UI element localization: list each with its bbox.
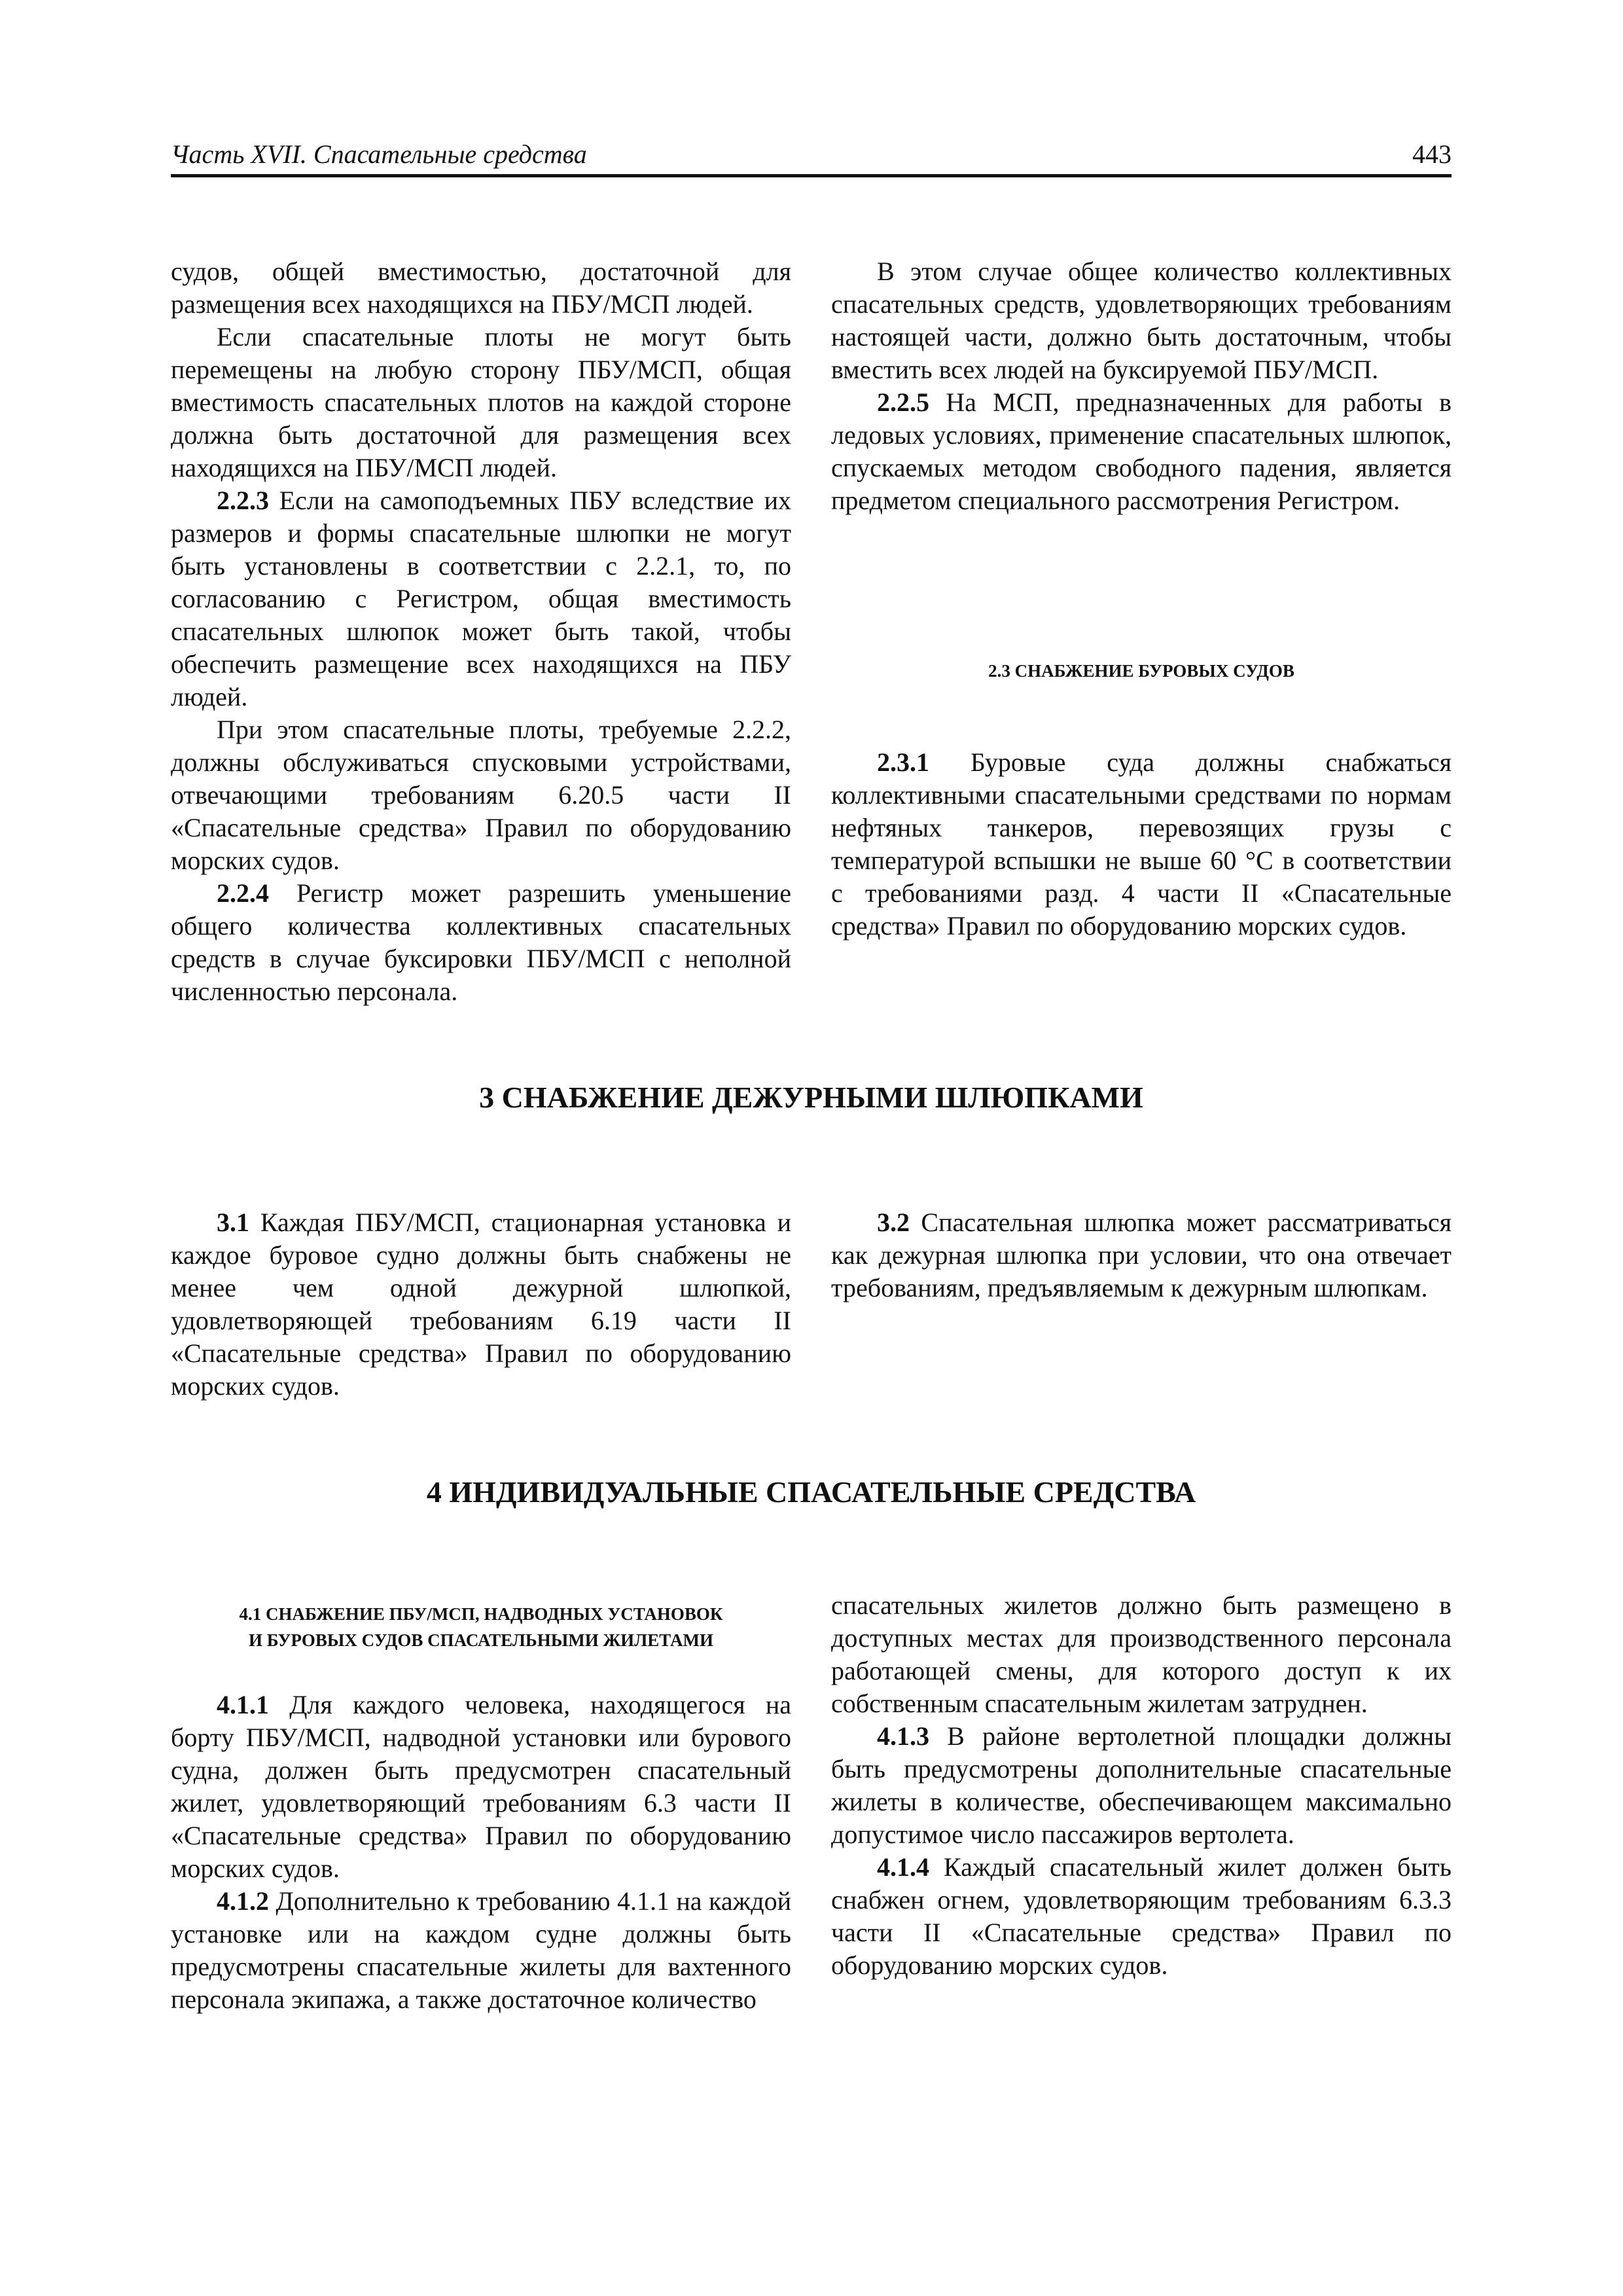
paragraph [831, 1589, 1452, 1720]
text-column [171, 255, 791, 1008]
subsection-heading-line: И БУРОВЫХ СУДОВ СПАСАТЕЛЬНЫМИ ЖИЛЕТАМИ [249, 1630, 713, 1650]
paragraph-text: Буровые суда должны снабжаться коллективными спасательными средствами по нормам нефтяных танкеров, перевозящих грузы с температурой вспышки не выше 60 °С в соответствии с требованиями разд. 4 части II «Спасательные средства» Правил по оборудованию морских судов. [831, 747, 1452, 941]
clause-number: 4.1.1 [217, 1690, 269, 1719]
paragraph-text: Если спасательные плоты не могут быть перемещены на любую сторону ПБУ/МСП, общая вместимость спасательных плотов на каждой стороне должна быть достаточной для размещения всех находящихся на ПБУ/МСП людей. [171, 322, 791, 482]
paragraph-text: Для каждого человека, находящегося на борту ПБУ/МСП, надводной установки или бурового судна, должен быть предусмотрен спасательный жилет, удовлетворяющий требованиям 6.3 части II «Спасательные средства» Правил по оборудованию морских судов. [171, 1690, 791, 1883]
clause-number: 3.1 [217, 1208, 249, 1237]
paragraph-text: Каждый спасательный жилет должен быть снабжен огнем, удовлетворяющим требованиям 6.3.3 части II «Спасательные средства» Правил по оборудованию морских судов. [831, 1852, 1452, 1980]
clause-number: 2.2.5 [877, 387, 929, 417]
page-number: 443 [1412, 139, 1452, 169]
paragraph-text: Дополнительно к требованию 4.1.1 на каждой установке или на каждом судне должны быть предусмотрены спасательные жилеты для вахтенного персонала экипажа, а также достаточное количество [171, 1886, 791, 2014]
paragraph [831, 386, 1452, 517]
text-column [831, 1589, 1452, 1982]
paragraph-text: В этом случае общее количество коллективных спасательных средств, удовлетворяющих требованиям настоящей части, должно быть достаточным, чтобы вместить всех людей на буксируемой ПБУ/МСП. [831, 257, 1452, 384]
paragraph-text: Каждая ПБУ/МСП, стационарная установка и каждое буровое судно должны быть снабжены не менее чем одной дежурной шлюпкой, удовлетворяющей требованиям 6.19 части II «Спасательные средства» Правил по оборудованию морских судов. [171, 1208, 791, 1401]
paragraph [171, 321, 791, 484]
clause-number: 4.1.2 [217, 1886, 269, 1916]
paragraph-text: В районе вертолетной площадки должны быть предусмотрены дополнительные спасательные жилеты в количестве, обеспечивающем максимально допустимое число пассажиров вертолета. [831, 1721, 1452, 1849]
text-column [831, 255, 1452, 517]
text-column [831, 746, 1452, 942]
subsection-heading: 2.3 СНАБЖЕНИЕ БУРОВЫХ СУДОВ [988, 661, 1294, 681]
section-heading: 3 СНАБЖЕНИЕ ДЕЖУРНЫМИ ШЛЮПКАМИ [479, 1081, 1143, 1114]
paragraph [171, 1885, 791, 2016]
paragraph [831, 255, 1452, 386]
subsection-heading [171, 1601, 791, 1653]
paragraph-text: Если на самоподъемных ПБУ вследствие их размеров и формы спасательные шлюпки не могут быть установлены в соответствии с 2.2.1, то, по согласованию с Регистром, общая вместимость спасательных шлюпок может быть такой, чтобы обеспечить размещение всех находящихся на ПБУ людей. [171, 486, 791, 711]
text-column [171, 1206, 791, 1403]
paragraph [831, 1851, 1452, 1982]
paragraph-text: На МСП, предназначенных для работы в ледовых условиях, применение спасательных шлюпок, спускаемых методом свободного падения, является предметом специального рассмотрения Регистром. [831, 387, 1452, 515]
section-heading: 4 ИНДИВИДУАЛЬНЫЕ СПАСАТЕЛЬНЫЕ СРЕДСТВА [426, 1475, 1196, 1509]
paragraph-text: Спасательная шлюпка может рассматриваться как дежурная шлюпка при условии, что она отвечает требованиям, предъявляемым к дежурным шлюпкам. [831, 1208, 1452, 1302]
paragraph [831, 1206, 1452, 1304]
clause-number: 2.2.3 [217, 486, 269, 515]
clause-number: 4.1.4 [877, 1852, 929, 1882]
clause-number: 2.3.1 [877, 747, 929, 777]
paragraph [171, 1206, 791, 1403]
paragraph-text: судов, общей вместимостью, достаточной для размещения всех находящихся на ПБУ/МСП людей. [171, 257, 791, 319]
text-column [171, 1689, 791, 2016]
running-header-title: Часть XVII. Спасательные средства [171, 139, 587, 169]
header-rule [171, 174, 1452, 177]
text-column [831, 1206, 1452, 1304]
clause-number: 3.2 [877, 1208, 910, 1237]
paragraph-text: спасательных жилетов должно быть размещено в доступных местах для производственного персонала работающей смены, для которого доступ к их собственным спасательным жилетам затруднен. [831, 1590, 1452, 1718]
paragraph-text: При этом спасательные плоты, требуемые 2.2.2, должны обслуживаться спусковыми устройствами, отвечающими требованиям 6.20.5 части II «Спасательные средства» Правил по оборудованию морских судов. [171, 715, 791, 875]
paragraph [171, 713, 791, 877]
subsection-heading-line: 4.1 СНАБЖЕНИЕ ПБУ/МСП, НАДВОДНЫХ УСТАНОВОК [239, 1604, 723, 1624]
paragraph [831, 1720, 1452, 1851]
clause-number: 4.1.3 [877, 1721, 929, 1751]
paragraph [171, 1689, 791, 1885]
paragraph [171, 255, 791, 321]
clause-number: 2.2.4 [217, 878, 269, 908]
paragraph [831, 746, 1452, 942]
paragraph-text: Регистр может разрешить уменьшение общего количества коллективных спасательных средств в случае буксировки ПБУ/МСП с неполной численностью персонала. [171, 878, 791, 1006]
paragraph [171, 877, 791, 1008]
paragraph [171, 484, 791, 713]
